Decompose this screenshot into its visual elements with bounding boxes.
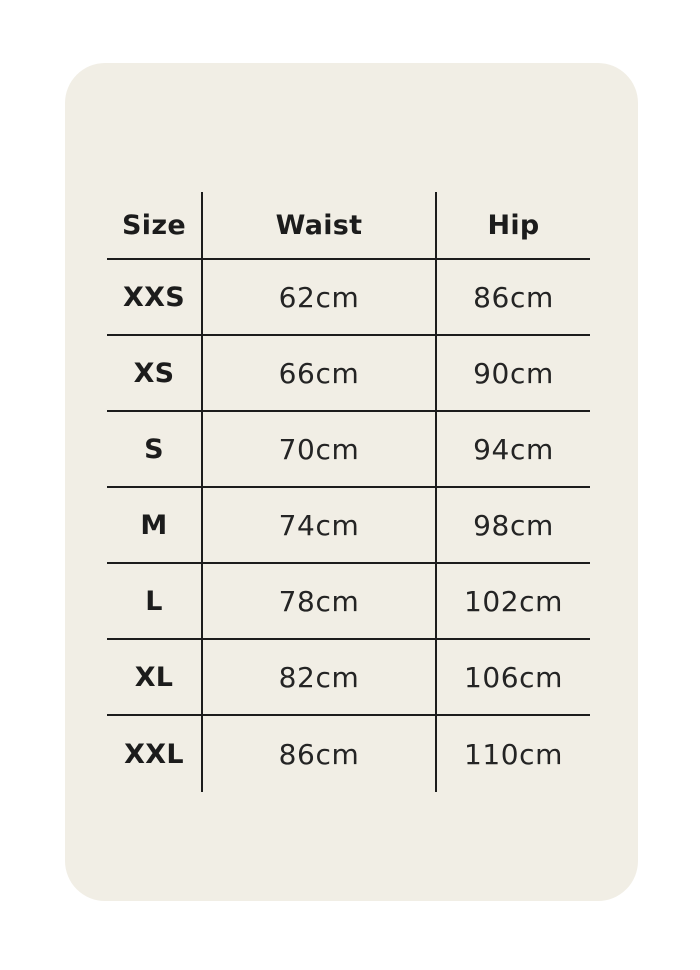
column-header-waist: Waist (203, 192, 437, 260)
waist-value-m: 74cm (203, 488, 437, 564)
size-chart-table (107, 192, 590, 792)
hip-value-s: 94cm (437, 412, 590, 488)
row-label-s: S (107, 412, 203, 488)
hip-value-xxl: 110cm (463, 737, 564, 771)
waist-value-l: 78cm (203, 564, 437, 640)
waist-value-s: 70cm (203, 412, 437, 488)
hip-value-xl: 106cm (437, 640, 590, 716)
waist-value-xxs: 62cm (203, 260, 437, 336)
waist-value-xs: 66cm (203, 336, 437, 412)
waist-value-xxl: 86cm (203, 716, 437, 792)
size-chart-card (65, 63, 638, 901)
hip-value-m: 98cm (437, 488, 590, 564)
row-label-m: M (107, 488, 203, 564)
hip-value-xs: 90cm (437, 336, 590, 412)
row-label-xs: XS (107, 336, 203, 412)
hip-value-l: 102cm (437, 564, 590, 640)
column-header-size: Size (107, 192, 203, 260)
row-label-xxs: XXS (107, 260, 203, 336)
row-label-xxl: XXL (107, 716, 203, 792)
waist-value-xl: 82cm (203, 640, 437, 716)
hip-value-xxs: 86cm (437, 260, 590, 336)
row-label-xl: XL (107, 640, 203, 716)
row-label-l: L (107, 564, 203, 640)
column-header-hip: Hip (437, 192, 590, 260)
